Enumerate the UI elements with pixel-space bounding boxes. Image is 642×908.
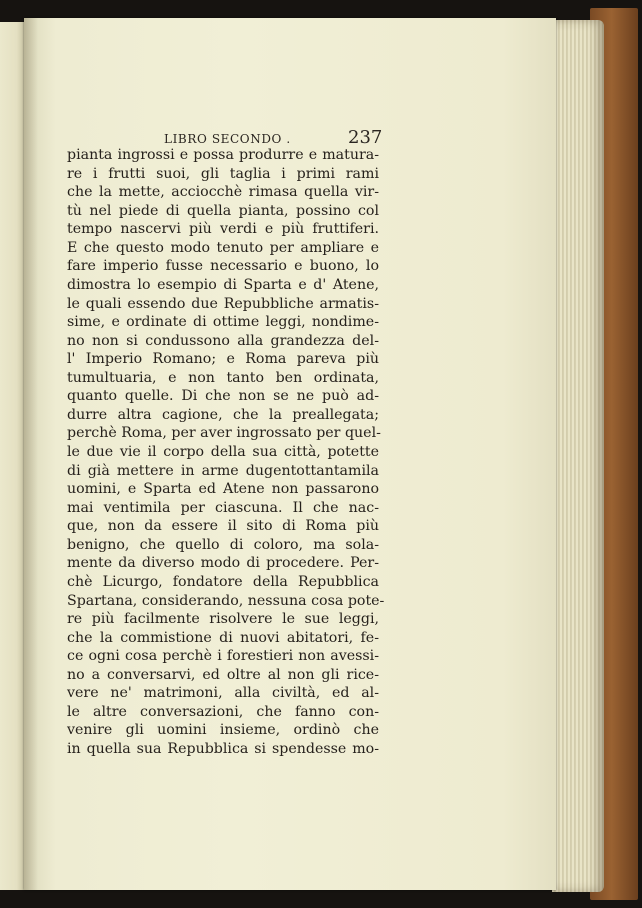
text-line: fare imperio fusse necessario e buono, lo xyxy=(67,258,379,275)
text-line: le due vie il corpo della sua città, potette xyxy=(67,444,379,460)
text-line: dimostra lo esempio di Sparta e d' Atene, xyxy=(67,276,379,293)
text-line: venire gli uomini insieme, ordinò che xyxy=(67,722,379,739)
text-line: le altre conversazioni, che fanno con- xyxy=(67,703,379,720)
text-line: pianta ingrossi e possa produrre e matura- xyxy=(67,147,379,163)
text-line: re più facilmente risolvere le sue leggi, xyxy=(67,611,379,628)
text-line: ce ogni cosa perchè i forestieri non avessi- xyxy=(67,648,379,665)
text-line: tumultuaria, e non tanto ben ordinata, xyxy=(67,369,379,386)
facing-page-edge xyxy=(0,22,25,890)
text-line: que, non da essere il sito di Roma più xyxy=(67,518,379,535)
text-line: quanto quelle. Di che non se ne può ad- xyxy=(67,388,379,405)
text-line: l' Imperio Romano; e Roma pareva più xyxy=(67,351,379,368)
text-line: perchè Roma, per aver ingrossato per quel- xyxy=(67,425,381,442)
text-line: tù nel piede di quella pianta, possino col xyxy=(67,202,379,219)
text-line: chè Licurgo, fondatore della Repubblica xyxy=(67,573,379,590)
text-line: in quella sua Repubblica si spendesse mo- xyxy=(67,741,379,757)
text-line: no a conversarvi, ed oltre al non gli rice- xyxy=(67,666,379,683)
text-line: re i frutti suoi, gli taglia i primi rami xyxy=(67,165,379,182)
text-line: Spartana, considerando, nessuna cosa pote- xyxy=(67,592,385,609)
text-line: benigno, che quello di coloro, ma sola- xyxy=(67,536,379,553)
page-number: 237 xyxy=(348,127,383,148)
text-line: E che questo modo tenuto per ampliare e xyxy=(67,239,379,256)
text-line: di già mettere in arme dugentottantamila xyxy=(67,462,379,479)
text-line: mai ventimila per ciascuna. Il che nac- xyxy=(67,499,379,516)
page-gutter-shadow xyxy=(24,18,38,890)
text-line: mente da diverso modo di procedere. Per- xyxy=(67,555,379,572)
page-edges xyxy=(552,20,604,892)
text-line: vere ne' matrimoni, alla civiltà, ed al- xyxy=(67,685,379,702)
text-line: no non si condussono alla grandezza del- xyxy=(67,332,379,349)
text-line: sime, e ordinate di ottime leggi, nondime- xyxy=(67,314,379,331)
text-line: tempo nascervi più verdi e più fruttiferi. xyxy=(67,221,379,238)
text-line: che la mette, acciocchè rimasa quella vir- xyxy=(67,184,379,201)
running-head-title: LIBRO SECONDO . xyxy=(164,132,291,146)
text-line: che la commistione di nuovi abitatori, fe- xyxy=(67,629,379,646)
text-line: le quali essendo due Repubbliche armatis- xyxy=(67,295,379,312)
text-line: uomini, e Sparta ed Atene non passarono xyxy=(67,481,379,498)
body-text xyxy=(67,146,385,759)
text-line: durre altra cagione, che la preallegata; xyxy=(67,406,379,423)
